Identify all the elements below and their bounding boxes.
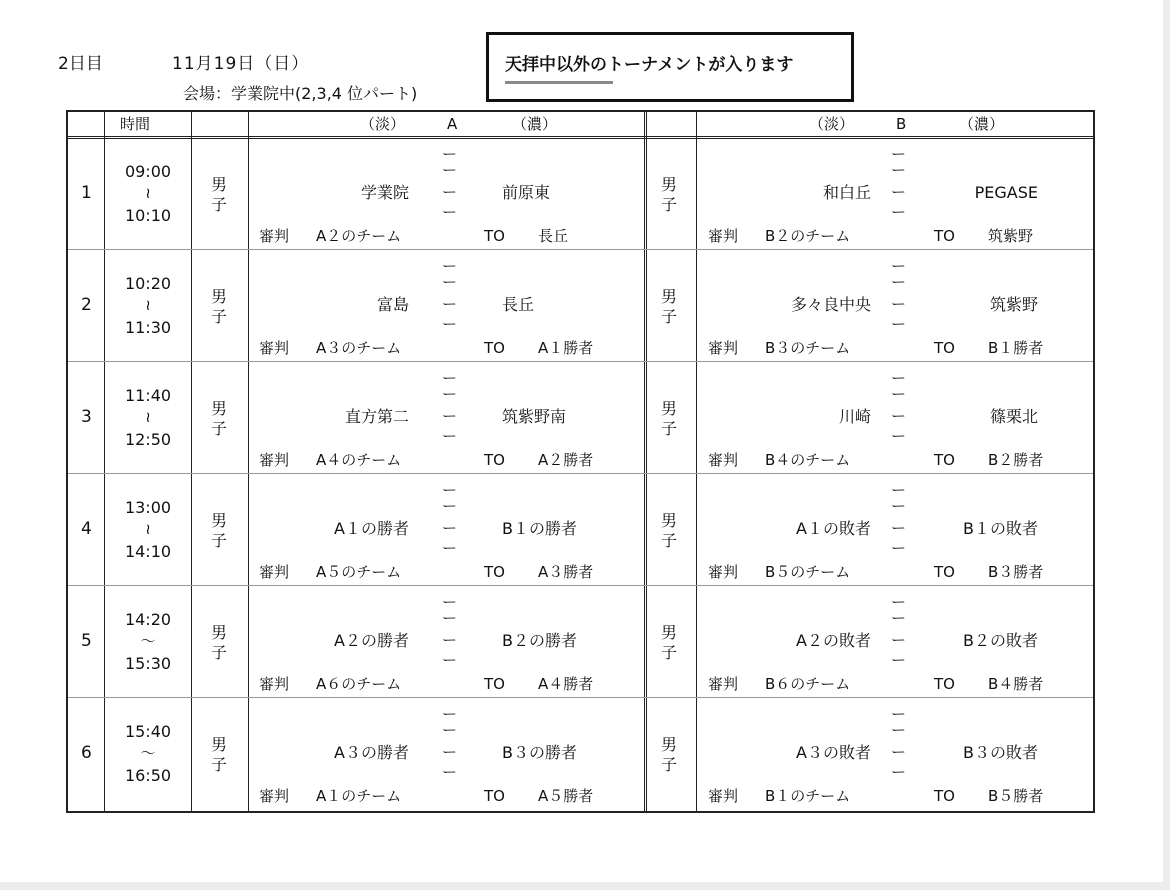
time-separator: ～: [140, 744, 156, 762]
a-to-label: TO: [484, 563, 505, 581]
b-team-light: 川崎: [838, 407, 871, 426]
a-team-light: 富島: [376, 295, 409, 314]
a-score-dash: ー: [442, 497, 458, 515]
a-score-dash: ー: [442, 203, 458, 221]
a-score-dash: ー: [442, 481, 458, 499]
b-score-dash: ー: [891, 519, 907, 537]
a-team-dark: B１の勝者: [502, 519, 577, 538]
a-team-dark: B３の勝者: [502, 743, 577, 762]
a-team-dark: 前原東: [502, 183, 551, 202]
b-ref-label: 審判: [708, 787, 739, 805]
b-ref-team: B６のチーム: [765, 675, 851, 693]
end-time: 16:50: [124, 766, 172, 785]
b-score-dash: ー: [891, 427, 907, 445]
a-ref-team: A２のチーム: [316, 227, 402, 245]
b-team-light: A３の敗者: [796, 743, 871, 762]
a-gender: 男子: [211, 511, 228, 550]
a-gender: 男子: [211, 623, 228, 662]
col-divider: [696, 112, 697, 811]
notice-box: [486, 32, 854, 102]
a-to-label: TO: [484, 675, 505, 693]
a-to-label: TO: [484, 451, 505, 469]
a-ref-label: 審判: [259, 563, 290, 581]
header-a-light: （淡）: [360, 115, 406, 133]
b-gender: 男子: [661, 511, 678, 550]
b-score-dash: ー: [891, 705, 907, 723]
header-court-a: A: [447, 115, 458, 133]
a-team-dark: 筑紫野南: [502, 407, 567, 426]
a-to-team: A１勝者: [538, 339, 594, 357]
b-team-light: A１の敗者: [796, 519, 871, 538]
time-separator: ≀: [145, 408, 151, 426]
a-score-dash: ー: [442, 609, 458, 627]
a-score-dash: ー: [442, 295, 458, 313]
a-team-light: A２の勝者: [334, 631, 409, 650]
a-score-dash: ー: [442, 539, 458, 557]
b-score-dash: ー: [891, 721, 907, 739]
b-score-dash: ー: [891, 145, 907, 163]
b-to-label: TO: [934, 339, 955, 357]
match-number: 1: [81, 183, 92, 203]
start-time: 09:00: [124, 162, 172, 181]
b-team-dark: B１の敗者: [963, 519, 1038, 538]
b-to-team: B３勝者: [988, 563, 1044, 581]
time-separator: ～: [140, 632, 156, 650]
b-to-label: TO: [934, 451, 955, 469]
match-number: 6: [81, 743, 92, 763]
a-gender: 男子: [211, 735, 228, 774]
a-gender: 男子: [211, 399, 228, 438]
end-time: 14:10: [124, 542, 172, 561]
start-time: 10:20: [124, 274, 172, 293]
a-to-team: 長丘: [538, 227, 569, 245]
row-divider: [68, 361, 1093, 362]
a-to-label: TO: [484, 787, 505, 805]
b-score-dash: ー: [891, 369, 907, 387]
b-team-dark: B３の敗者: [963, 743, 1038, 762]
a-score-dash: ー: [442, 631, 458, 649]
start-time: 15:40: [124, 722, 172, 741]
a-score-dash: ー: [442, 705, 458, 723]
b-to-team: B４勝者: [988, 675, 1044, 693]
match-number: 4: [81, 519, 92, 539]
a-to-label: TO: [484, 339, 505, 357]
a-team-dark: B２の勝者: [502, 631, 577, 650]
b-score-dash: ー: [891, 631, 907, 649]
a-score-dash: ー: [442, 385, 458, 403]
b-score-dash: ー: [891, 497, 907, 515]
start-time: 11:40: [124, 386, 172, 405]
b-to-team: 筑紫野: [988, 227, 1034, 245]
a-to-team: A４勝者: [538, 675, 594, 693]
a-ref-label: 審判: [259, 675, 290, 693]
b-team-dark: B２の敗者: [963, 631, 1038, 650]
day-label: 2日目: [58, 54, 103, 74]
b-to-team: B２勝者: [988, 451, 1044, 469]
a-to-label: TO: [484, 227, 505, 245]
b-score-dash: ー: [891, 593, 907, 611]
b-ref-label: 審判: [708, 451, 739, 469]
a-ref-team: A１のチーム: [316, 787, 402, 805]
b-score-dash: ー: [891, 407, 907, 425]
end-time: 12:50: [124, 430, 172, 449]
a-ref-team: A５のチーム: [316, 563, 402, 581]
b-score-dash: ー: [891, 315, 907, 333]
a-ref-team: A４のチーム: [316, 451, 402, 469]
b-score-dash: ー: [891, 651, 907, 669]
a-ref-label: 審判: [259, 787, 290, 805]
date-label: 11月19日（日）: [172, 54, 310, 74]
a-score-dash: ー: [442, 721, 458, 739]
b-to-team: B５勝者: [988, 787, 1044, 805]
a-ref-team: A６のチーム: [316, 675, 402, 693]
row-divider: [68, 473, 1093, 474]
start-time: 14:20: [124, 610, 172, 629]
a-to-team: A３勝者: [538, 563, 594, 581]
b-score-dash: ー: [891, 481, 907, 499]
a-score-dash: ー: [442, 145, 458, 163]
b-team-dark: PEGASE: [974, 183, 1038, 202]
b-team-dark: 筑紫野: [989, 295, 1038, 314]
a-ref-label: 審判: [259, 227, 290, 245]
notice-underline: [505, 81, 613, 84]
b-gender: 男子: [661, 399, 678, 438]
match-number: 5: [81, 631, 92, 651]
b-score-dash: ー: [891, 763, 907, 781]
b-to-label: TO: [934, 787, 955, 805]
a-score-dash: ー: [442, 369, 458, 387]
a-score-dash: ー: [442, 257, 458, 275]
match-number: 2: [81, 295, 92, 315]
col-divider: [191, 112, 192, 811]
end-time: 11:30: [124, 318, 172, 337]
a-ref-team: A３のチーム: [316, 339, 402, 357]
header-b-dark: （濃）: [959, 115, 1005, 133]
b-score-dash: ー: [891, 257, 907, 275]
row-divider: [68, 585, 1093, 586]
a-team-light: A１の勝者: [334, 519, 409, 538]
b-to-label: TO: [934, 675, 955, 693]
b-team-light: 和白丘: [822, 183, 871, 202]
header-court-b: B: [896, 115, 907, 133]
a-score-dash: ー: [442, 743, 458, 761]
a-team-light: 学業院: [360, 183, 409, 202]
time-separator: ≀: [145, 296, 151, 314]
a-ref-label: 審判: [259, 339, 290, 357]
time-separator: ≀: [145, 184, 151, 202]
b-team-light: 多々良中央: [790, 295, 871, 314]
header-b-light: （淡）: [809, 115, 855, 133]
a-to-team: A５勝者: [538, 787, 594, 805]
a-score-dash: ー: [442, 519, 458, 537]
b-score-dash: ー: [891, 743, 907, 761]
a-score-dash: ー: [442, 407, 458, 425]
schedule-table: [66, 110, 1095, 813]
a-score-dash: ー: [442, 183, 458, 201]
b-score-dash: ー: [891, 203, 907, 221]
a-score-dash: ー: [442, 161, 458, 179]
court-divider: [644, 112, 647, 811]
b-ref-team: B３のチーム: [765, 339, 851, 357]
b-to-team: B１勝者: [988, 339, 1044, 357]
a-team-light: A３の勝者: [334, 743, 409, 762]
row-divider: [68, 249, 1093, 250]
b-to-label: TO: [934, 227, 955, 245]
a-team-dark: 長丘: [502, 295, 535, 314]
b-ref-team: B１のチーム: [765, 787, 851, 805]
b-score-dash: ー: [891, 609, 907, 627]
b-score-dash: ー: [891, 385, 907, 403]
a-gender: 男子: [211, 287, 228, 326]
b-ref-team: B５のチーム: [765, 563, 851, 581]
b-score-dash: ー: [891, 183, 907, 201]
b-ref-label: 審判: [708, 563, 739, 581]
b-ref-label: 審判: [708, 675, 739, 693]
a-score-dash: ー: [442, 315, 458, 333]
b-gender: 男子: [661, 735, 678, 774]
b-gender: 男子: [661, 287, 678, 326]
header-divider: [68, 136, 1093, 139]
a-score-dash: ー: [442, 427, 458, 445]
a-score-dash: ー: [442, 763, 458, 781]
a-gender: 男子: [211, 175, 228, 214]
a-to-team: A２勝者: [538, 451, 594, 469]
header-time: 時間: [120, 115, 151, 133]
start-time: 13:00: [124, 498, 172, 517]
end-time: 10:10: [124, 206, 172, 225]
b-score-dash: ー: [891, 295, 907, 313]
b-gender: 男子: [661, 175, 678, 214]
a-score-dash: ー: [442, 651, 458, 669]
b-ref-team: B２のチーム: [765, 227, 851, 245]
match-number: 3: [81, 407, 92, 427]
header-a-dark: （濃）: [512, 115, 558, 133]
b-team-light: A２の敗者: [796, 631, 871, 650]
notice-text: 天拝中以外のトーナメントが入ります: [505, 55, 794, 75]
b-score-dash: ー: [891, 273, 907, 291]
b-ref-label: 審判: [708, 339, 739, 357]
venue-label: 会場：学業院中(2,3,4 位パート): [183, 84, 418, 103]
b-gender: 男子: [661, 623, 678, 662]
col-divider: [248, 112, 249, 811]
b-ref-team: B４のチーム: [765, 451, 851, 469]
time-separator: ≀: [145, 520, 151, 538]
row-divider: [68, 697, 1093, 698]
end-time: 15:30: [124, 654, 172, 673]
a-ref-label: 審判: [259, 451, 290, 469]
b-ref-label: 審判: [708, 227, 739, 245]
b-score-dash: ー: [891, 539, 907, 557]
a-score-dash: ー: [442, 593, 458, 611]
a-team-light: 直方第二: [344, 407, 409, 426]
b-team-dark: 篠栗北: [989, 407, 1038, 426]
b-to-label: TO: [934, 563, 955, 581]
b-score-dash: ー: [891, 161, 907, 179]
a-score-dash: ー: [442, 273, 458, 291]
